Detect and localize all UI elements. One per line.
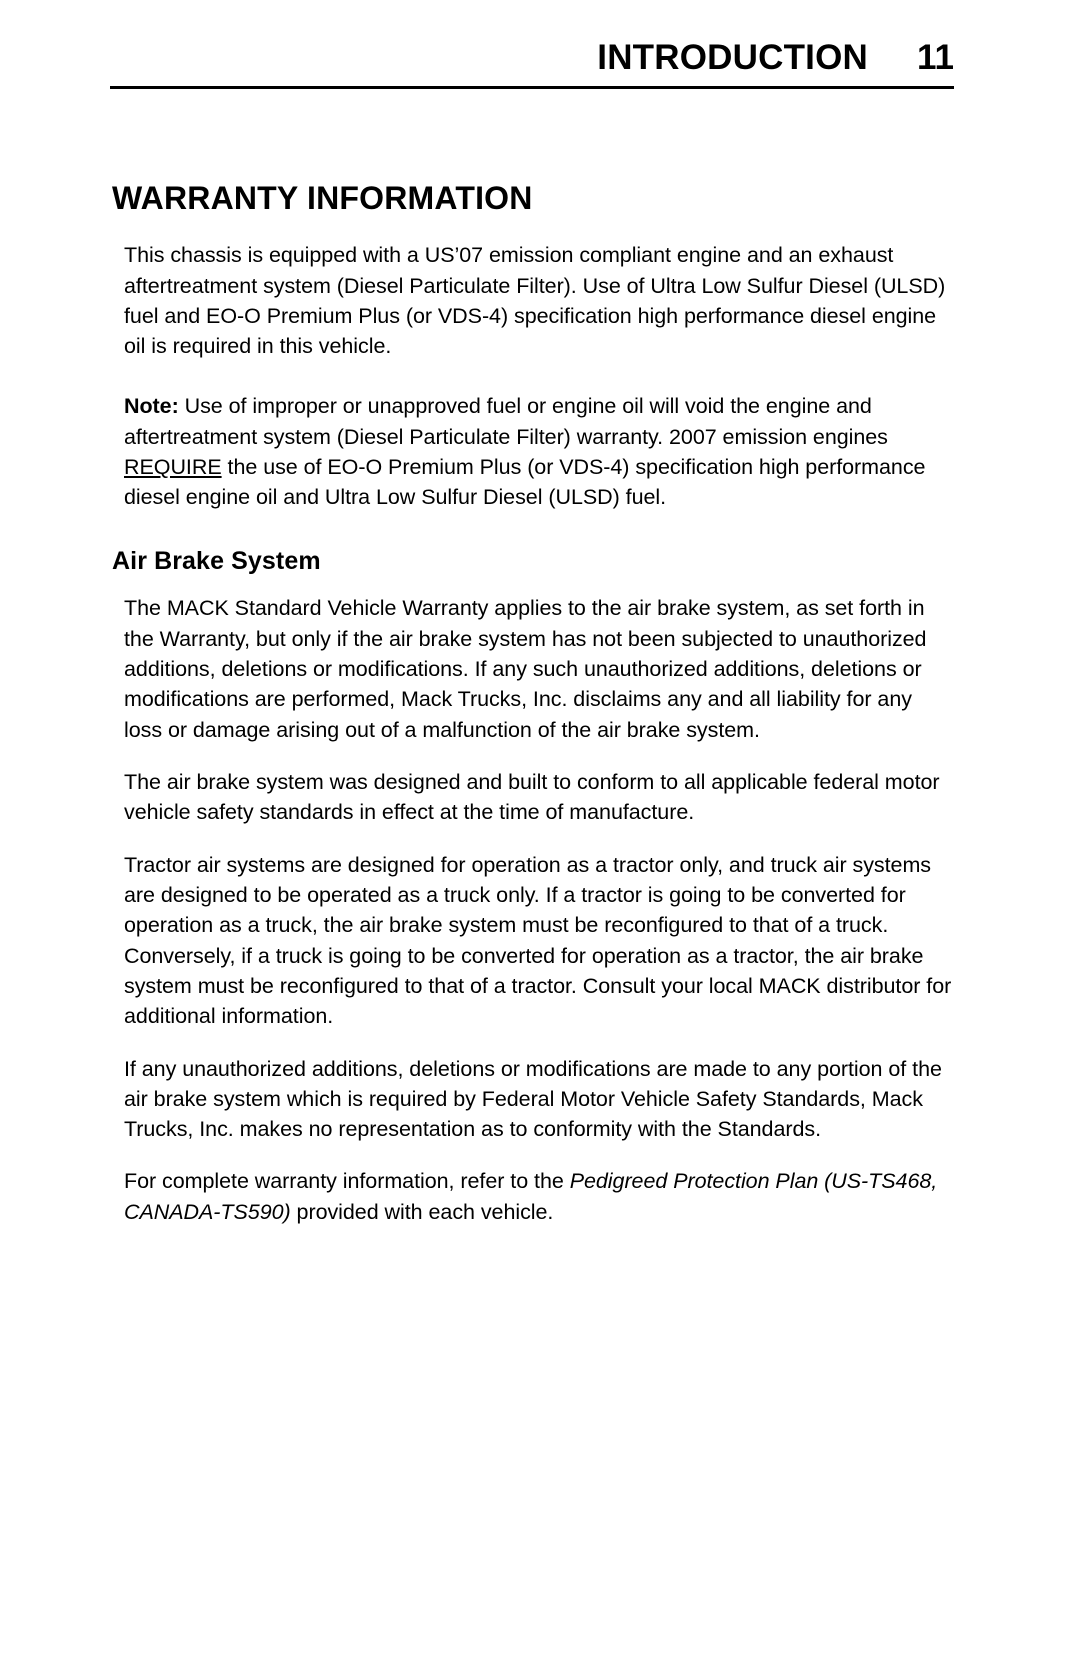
page-running-header: [110, 38, 954, 84]
note-paragraph: [124, 391, 954, 512]
air-brake-paragraph-2: The air brake system was designed and built to conform to all applicable federal motor vehicle safety standards in effect at the time of manufacture.: [124, 770, 940, 825]
intro-paragraph: This chassis is equipped with a US’07 emission compliant engine and an exhaust aftertreatment system (Diesel Particulate Filter). Use of Ultra Low Sulfur Diesel (ULSD) fuel and EO-O Premium Plus (or VDS-4) specification high performance diesel engine oil is required in this vehicle.: [124, 243, 946, 359]
note-emphasis-require: REQUIRE: [124, 455, 222, 480]
air-brake-paragraph-4: If any unauthorized additions, deletions or modifications are made to any portion of the air brake system which is required by Federal Motor Vehicle Safety Standards, Mack Trucks, Inc. makes no representation as to conformity with the Standards.: [124, 1056, 942, 1142]
closing-text-after-italic: provided with each vehicle.: [290, 1199, 554, 1224]
closing-text-before-italic: For complete warranty information, refer to the: [124, 1169, 570, 1194]
header-chapter-title: INTRODUCTION: [597, 38, 868, 77]
note-label: Note:: [124, 394, 179, 419]
section-heading-warranty-information: WARRANTY INFORMATION: [112, 180, 533, 216]
note-text-before-underline: Use of improper or unapproved fuel or engine oil will void the engine and aftertreatment system (Diesel Particulate Filter) warranty. 2007 emission engines: [124, 394, 888, 449]
closing-document-reference: Pedigreed Protection Plan (US-TS468, CANADA-TS590): [124, 1169, 938, 1224]
note-paragraph-block: [110, 391, 954, 512]
air-brake-paragraph-1: The MACK Standard Vehicle Warranty applies to the air brake system, as set forth in the Warranty, but only if the air brake system has not been subjected to unauthorized additions, deletions or modifications. If any such unauthorized additions, deletions or modifications are performed, Mack Trucks, Inc. disclaims any and all liability for any loss or damage arising out of a malfunction of the air brake system.: [124, 596, 927, 742]
air-brake-closing-paragraph: [124, 1166, 954, 1227]
note-text-after-underline: the use of EO-O Premium Plus (or VDS-4) specification high performance diesel engine oil and Ultra Low Sulfur Diesel (ULSD) fuel.: [124, 455, 926, 510]
air-brake-paragraph-3: Tractor air systems are designed for operation as a tractor only, and truck air systems are designed to be operated as a truck only. If a tractor is going to be converted for operation as a truck, the air brake system must be reconfigured to that of a truck. Conversely, if a truck is going to be converted for operation as a tractor, the air brake system must be reconfigured to that of a tractor. Consult your local MACK distributor for additional information.: [124, 852, 952, 1029]
subsection-heading-air-brake-system: Air Brake System: [112, 546, 321, 575]
page-body: [110, 89, 954, 1227]
intro-paragraph-block: [110, 240, 954, 361]
header-page-number: 11: [917, 38, 954, 77]
air-brake-paragraph-block: [110, 593, 954, 1227]
